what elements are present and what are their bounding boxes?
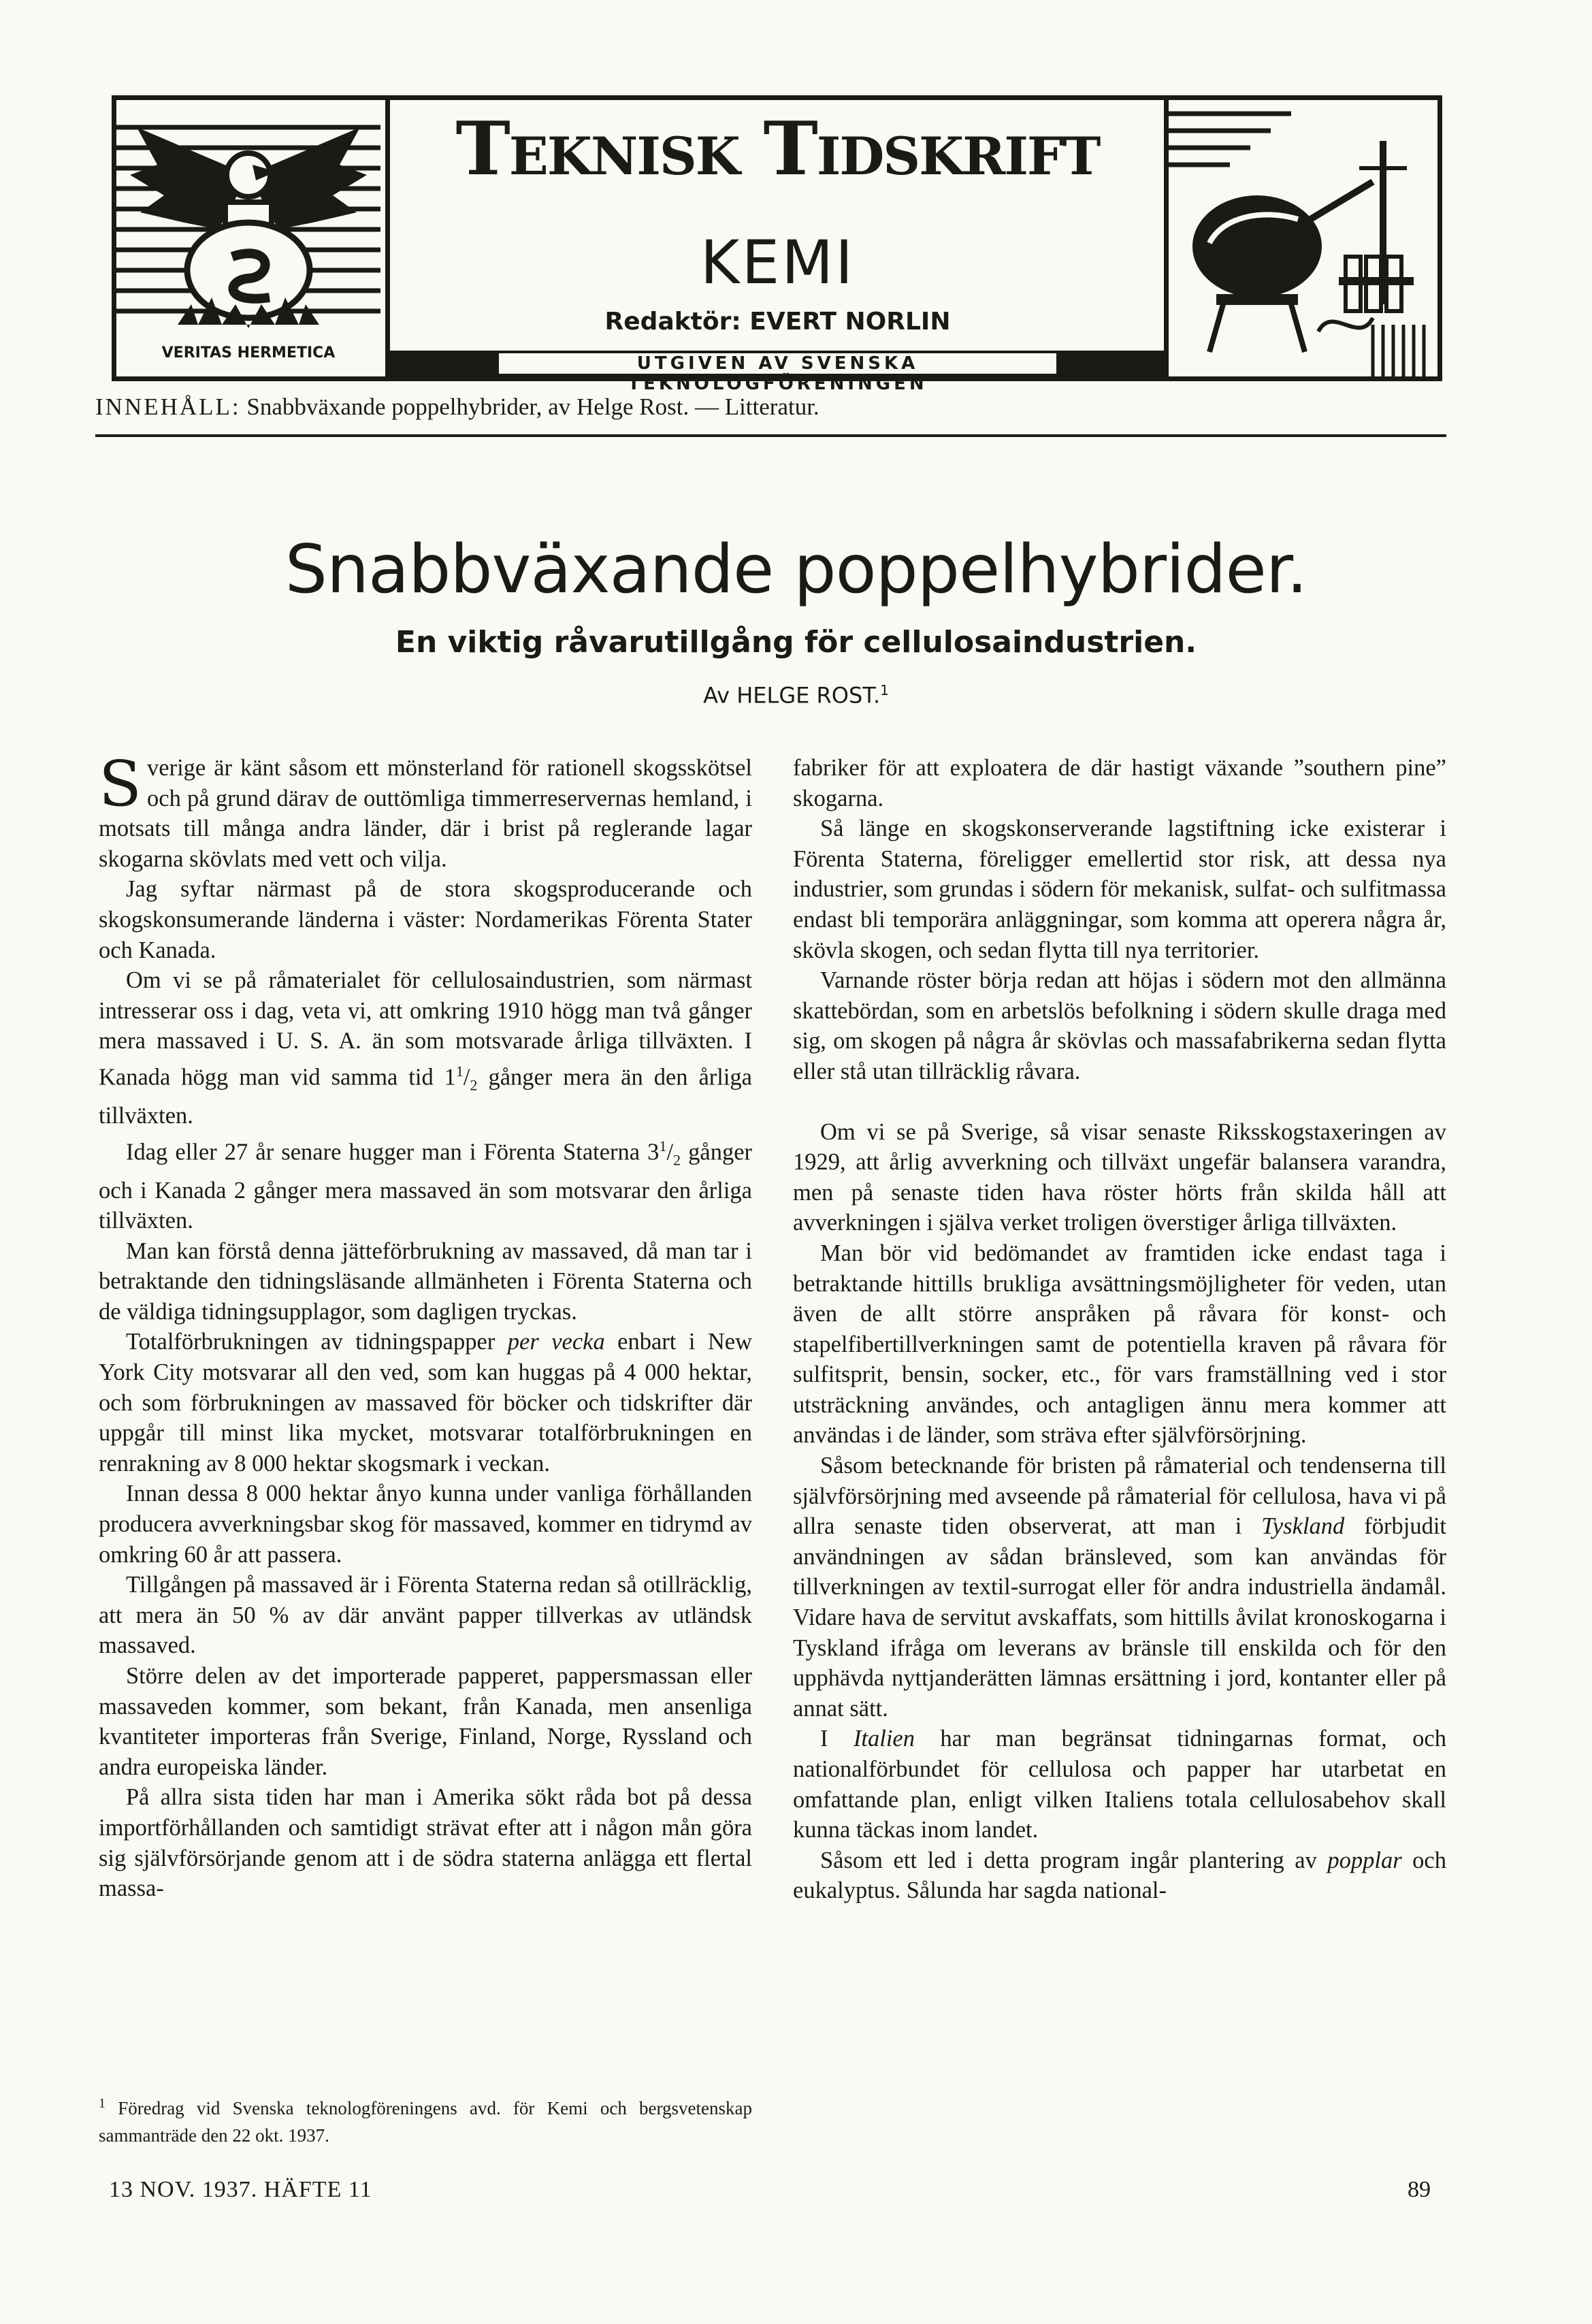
paragraph-text: Såsom betecknande för bristen på råmaterial och tendenserna till självförsörjning med avseende på råmaterial för cellulosa, hava vi på allra senaste tiden observerat, att man i	[793, 1453, 1446, 1540]
paragraph	[99, 747, 752, 874]
journal-subject: KEMI	[700, 227, 856, 297]
contents-line	[95, 393, 1457, 421]
eagle-emblem-icon	[116, 100, 390, 376]
paragraph	[793, 1845, 1446, 1906]
paragraph-text: och eukalyptus. Sålunda har sagda national-	[793, 1847, 1446, 1904]
paragraph-text: har man begränsat tidningarnas format, och nationalförbundet för cellulosa och papper har utarbetat en omfattande plan, enligt vilken Italiens totala cellulosabehov skall kunna täckas inom landet.	[793, 1726, 1446, 1843]
issue-date: 13 NOV. 1937. HÄFTE 11	[109, 2177, 372, 2202]
fraction-denominator: 2	[470, 1076, 478, 1094]
publisher-band	[390, 351, 1165, 394]
laboratory-apparatus-icon	[1164, 100, 1437, 376]
journal-title: Teknisk Tidskrift	[455, 106, 1100, 192]
paragraph: Idag eller 27 år senare hugger man i Förenta Staterna $3^1/_2$ gånger och i Kanada 2 gånger mera massaved än som motsvarar den årliga tillväxten.	[99, 1137, 752, 1234]
paragraph-text: gånger och i Kanada 2 gånger mera massaved än som motsvarar den årliga tillväxten.	[99, 1139, 752, 1234]
fraction-numerator: 1	[659, 1137, 667, 1155]
paragraph: fabriker för att exploatera de där hastigt växande ”southern pine” skogarna.	[793, 755, 1446, 811]
editor-line: Redaktör: EVERT NORLIN	[604, 308, 951, 336]
page-number: 89	[1408, 2177, 1431, 2202]
article-column-right	[793, 753, 1446, 1906]
emphasis: popplar	[1327, 1847, 1402, 1873]
paragraph-text: I	[820, 1726, 854, 1752]
emblem-motto: VERITAS HERMETICA	[161, 344, 336, 361]
contents-label: INNEHÅLL:	[95, 393, 241, 420]
paragraph-text: förbjudit användningen av sådan bränsleved, som kan användas för tillverkningen av textil-surrogat eller för andra industriella ändamål. Vidare hava de servitut avskaffats, som hittills åvilat kronoskogarna i Tyskland ifråga om leverans av bränsle till enskilda och för den upphävda nyttjanderätten lämnas ersättning i jord, kontanter eller på annat sätt.	[793, 1513, 1446, 1722]
fraction-denominator: 2	[673, 1150, 681, 1168]
contents-text: Snabbväxande poppelhybrider, av Helge Rost. — Litteratur.	[246, 393, 819, 420]
paragraph	[99, 1327, 752, 1479]
paragraph: Jag syftar närmast på de stora skogsproducerande och skogskonsumerande länderna i väster: Nordamerikas Förenta Stater och Kanada.	[99, 876, 752, 963]
paragraph: På allra sista tiden har man i Amerika sökt råda bot på dessa importförhållanden och samtidigt strävat efter att i någon mån göra sig självförsörjande genom att i de södra staterna anlägga ett flertal massa-	[99, 1784, 752, 1902]
masthead	[112, 95, 1442, 394]
drop-cap: S	[99, 747, 142, 820]
footnote-mark: 1	[99, 2096, 105, 2111]
footnote	[99, 2090, 752, 2149]
paragraph-text: Idag eller 27 år senare hugger man i Förenta Staterna 3	[126, 1139, 660, 1165]
article-column-left	[99, 747, 752, 1904]
emphasis: Tyskland	[1261, 1513, 1345, 1540]
paragraph: Tillgången på massaved är i Förenta Staterna redan så otillräcklig, att mera än 50 % av där använt papper tillverkas av utländsk massaved.	[99, 1572, 752, 1659]
paragraph: Om vi se på råmaterialet för cellulosaindustrien, som närmast intresserar oss i dag, veta vi, att omkring 1910 högg man två gånger mera massaved i U. S. A. än som motsvarade årliga tillväxten. I Kanada högg man vid samma tid $1^1/_2$ gånger mera än den årliga tillväxten.	[99, 967, 752, 1129]
paragraph-text: Totalförbrukningen av tidningspapper	[126, 1329, 508, 1355]
paragraph: Man kan förstå denna jätteförbrukning av massaved, då man tar i betraktande den tidningsläsande allmänheten i Förenta Staterna och de väldiga tidningsupplagor, som dagligen tryckas.	[99, 1238, 752, 1325]
paragraph: Varnande röster börja redan att höjas i södern mot den allmänna skattebördan, som en arbetslös befolkning i södern skulle draga med sig, om skogen på några år skövlas och massafabrikerna sedan flytta eller stå utan tillräcklig råvara.	[793, 967, 1446, 1084]
article-byline	[0, 682, 1592, 709]
paragraph-text: enbart i New York City motsvarar all den ved, som kan huggas på 4 000 hektar, och som förbrukningen av massaved för böcker och tidskrifter där uppgår till minst lika mycket, motsvarar totalförbrukningen en renrakning av 8 000 hektar skogsmark i veckan.	[99, 1329, 752, 1476]
paragraph-text: gånger mera än den årliga tillväxten.	[99, 1064, 752, 1129]
paragraph: Så länge en skogskonserverande lagstiftning icke existerar i Förenta Staterna, föreligger emellertid stor risk, att dessa nya industrier, som grundas i södern för mekanisk, sulfat- och sulfitmassa endast bli temporära anläggningar, som komma att operera några år, skövla skogen, och sedan flytta till nya territorier.	[793, 816, 1446, 963]
byline-text: Av HELGE ROST.	[703, 682, 881, 709]
paragraph-text: Såsom ett led i detta program ingår plantering av	[820, 1847, 1328, 1873]
footnote-text: Föredrag vid Svenska teknologföreningens avd. för Kemi och bergsvetenskap sammanträde den 22 okt. 1937.	[99, 2098, 753, 2146]
emphasis: Italien	[853, 1726, 915, 1752]
paragraph	[793, 1724, 1446, 1845]
masthead-center	[390, 100, 1165, 394]
publisher-line: UTGIVEN AV SVENSKA TEKNOLOGFÖRENINGEN	[499, 353, 1056, 374]
paragraph	[793, 1451, 1446, 1724]
paragraph: Större delen av det importerade papperet, pappersmassan eller massaveden kommer, som bekant, från Kanada, men ansenliga kvantiteter importeras från Sverige, Finland, Norge, Ryssland och andra europeiska länder.	[99, 1663, 752, 1780]
fraction-numerator: 1	[455, 1062, 464, 1080]
paragraph: Man bör vid bedömandet av framtiden icke endast taga i betraktande hittills brukliga avsättningsmöjligheter för veden, utan även de allt större anspråken på råvara för konst- och stapelfibertillverkningen samt de potentiella kraven på råvara för sulfitsprit, bensin, socker, etc., för vars framställning ved i stor utsträckning användes, och antagligen ännu mera kommer att användas i de länder, som sträva efter självförsörjning.	[793, 1240, 1446, 1449]
emphasis: per vecka	[507, 1329, 605, 1355]
paragraph-text: verige är känt såsom ett mönsterland för rationell skogsskötsel och på grund därav de outtömliga timmerreservernas hemland, i motsats till många andra länder, där i brist på reglerande lagar skogarna skövlats med vett och vilja.	[99, 755, 752, 872]
article-title: Snabbväxande poppelhybrider.	[285, 531, 1307, 609]
paragraph: Innan dessa 8 000 hektar ånyo kunna under vanliga förhållanden producera avverkningsbar skog för massaved, kommer en tidrymd av omkring 60 år att passera.	[99, 1481, 752, 1568]
article-subtitle: En viktig råvarutillgång för cellulosaindustrien.	[395, 625, 1197, 660]
divider-rule	[95, 434, 1446, 437]
paragraph-text: Om vi se på råmaterialet för cellulosaindustrien, som närmast intresserar oss i dag, veta vi, att omkring 1910 högg man två gånger mera massaved i U. S. A. än som motsvarade årliga tillväxten. I Kanada högg man vid samma tid 1	[99, 967, 752, 1091]
paragraph: Om vi se på Sverige, så visar senaste Riksskogstaxeringen av 1929, att årlig avverkning och tillväxt ungefär balansera varandra, men på senaste tiden hava röster hörts från skilda håll att avverkningen i själva verket troligen överstiger årliga tillväxten.	[793, 1118, 1446, 1236]
footnote-mark: 1	[880, 682, 889, 698]
